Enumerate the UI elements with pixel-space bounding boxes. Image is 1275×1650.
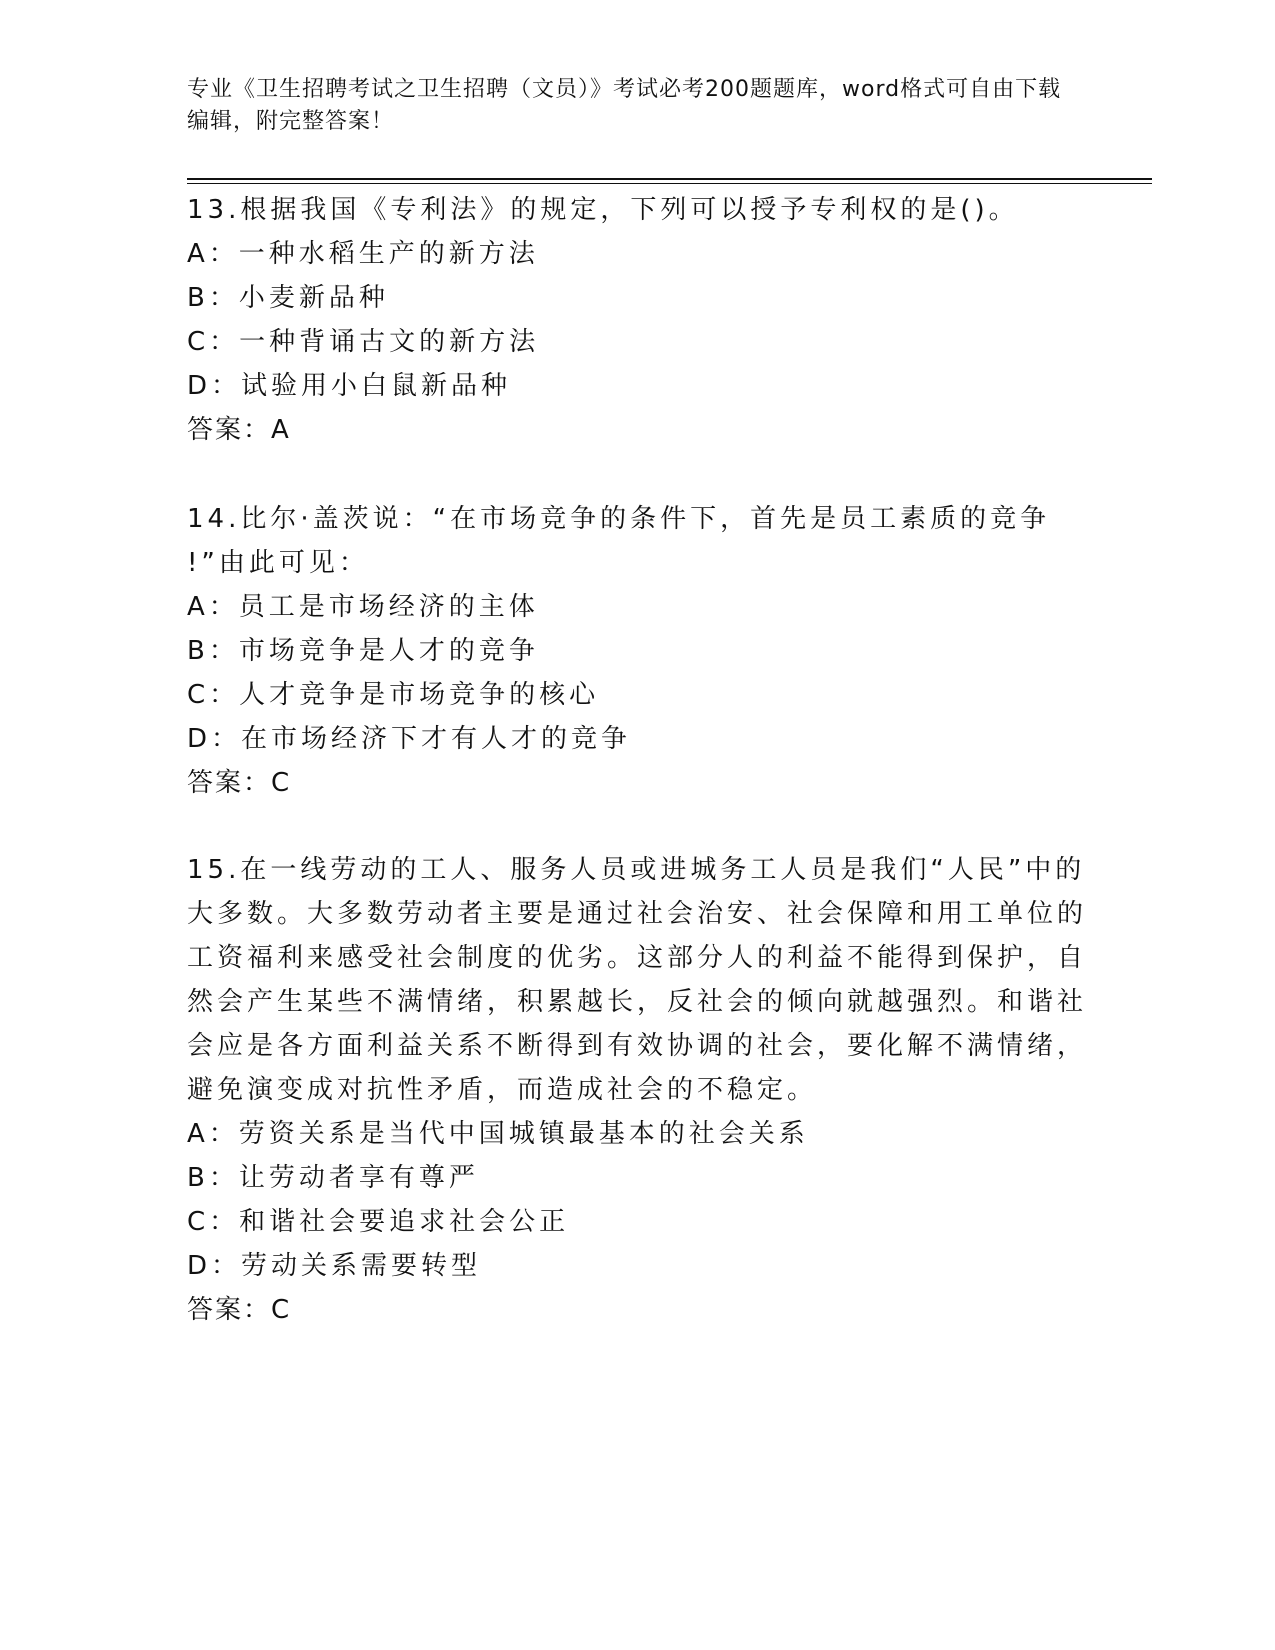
option-b: B：市场竞争是人才的竞争 [187, 636, 539, 666]
option-d: D：在市场经济下才有人才的竞争 [187, 724, 632, 754]
option-d: D：试验用小白鼠新品种 [187, 371, 512, 401]
answer: 答案：C [187, 768, 292, 798]
question-stem-continued: 会应是各方面利益关系不断得到有效协调的社会，要化解不满情绪， [187, 1031, 1088, 1061]
header-rule [187, 178, 1152, 180]
question-stem-continued: 大多数。大多数劳动者主要是通过社会治安、社会保障和用工单位的 [187, 899, 1088, 929]
question-stem-continued: 避免演变成对抗性矛盾，而造成社会的不稳定。 [187, 1075, 818, 1105]
option-a: A：一种水稻生产的新方法 [187, 239, 539, 269]
answer: 答案：A [187, 415, 291, 445]
answer: 答案：C [187, 1295, 292, 1325]
option-d: D：劳动关系需要转型 [187, 1251, 482, 1281]
question-stem-continued: !”由此可见： [187, 548, 369, 578]
question-stem-continued: 工资福利来感受社会制度的优劣。这部分人的利益不能得到保护，自 [187, 943, 1088, 973]
question-stem-continued: 然会产生某些不满情绪，积累越长，反社会的倾向就越强烈。和谐社 [187, 987, 1088, 1017]
header-rule-thin [187, 183, 1152, 184]
question-stem: 13.根据我国《专利法》的规定，下列可以授予专利权的是()。 [187, 195, 1019, 225]
document-header [187, 74, 1077, 138]
option-c: C：和谐社会要追求社会公正 [187, 1207, 570, 1237]
option-b: B：让劳动者享有尊严 [187, 1163, 479, 1193]
header-text: 专业《卫生招聘考试之卫生招聘（文员）》考试必考200题题库，word格式可自由下载编辑，附完整答案！ [187, 77, 1062, 134]
option-c: C：人才竞争是市场竞争的核心 [187, 680, 600, 710]
option-a: A：劳资关系是当代中国城镇最基本的社会关系 [187, 1119, 809, 1149]
question-stem: 15.在一线劳动的工人、服务人员或进城务工人员是我们“人民”中的 [187, 855, 1086, 885]
option-b: B：小麦新品种 [187, 283, 389, 313]
question-stem: 14.比尔·盖茨说：“在市场竞争的条件下，首先是员工素质的竞争 [187, 504, 1051, 534]
option-a: A：员工是市场经济的主体 [187, 592, 539, 622]
option-c: C：一种背诵古文的新方法 [187, 327, 540, 357]
